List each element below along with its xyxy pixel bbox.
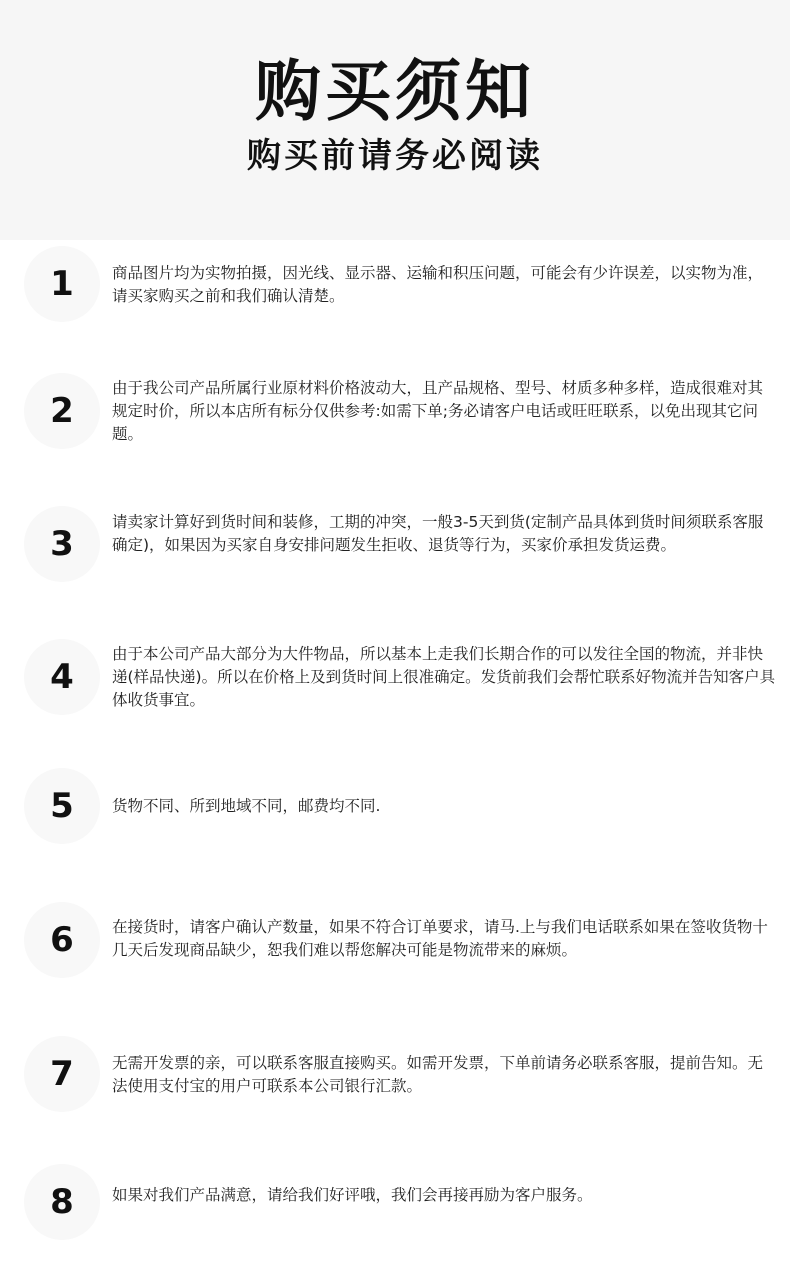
item-text: 商品图片均为实物拍摄，因光线、显示器、运输和积压问题，可能会有少许误差，以实物为准，请买家购买之前和我们确认清楚。 — [112, 264, 764, 305]
item-number-badge: 7 — [24, 1036, 100, 1112]
item-text: 无需开发票的亲，可以联系客服直接购买。如需开发票，下单前请务必联系客服，提前告知。无法使用支付宝的用户可联系本公司银行汇款。 — [112, 1054, 764, 1095]
item-text: 由于本公司产品大部分为大件物品，所以基本上走我们长期合作的可以发往全国的物流，并非快递(样品快递)。所以在价格上及到货时间上很准确定。发货前我们会帮忙联系好物流并告知客户具体收货事宜。 — [112, 645, 776, 709]
item-number-badge: 6 — [24, 902, 100, 978]
item-text: 在接货时，请客户确认产数量，如果不符合订单要求，请马.上与我们电话联系如果在签收货物十几天后发现商品缺少，恕我们难以帮您解决可能是物流带来的麻烦。 — [112, 918, 768, 959]
header-banner — [0, 0, 790, 240]
item-number-badge: 4 — [24, 639, 100, 715]
item-number-badge: 8 — [24, 1164, 100, 1240]
item-text: 如果对我们产品满意，请给我们好评哦，我们会再接再励为客户服务。 — [112, 1186, 593, 1204]
item-number-badge: 5 — [24, 768, 100, 844]
item-text: 由于我公司产品所属行业原材料价格波动大，且产品规格、型号、材质多种多样，造成很难对其规定时价，所以本店所有标分仅供参考:如需下单;务必请客户电话或旺旺联系，以免出现其它问题。 — [112, 379, 764, 443]
item-text: 请卖家计算好到货时间和装修，工期的冲突，一般3-5天到货(定制产品具体到货时间须联系客服确定)，如果因为买家自身安排问题发生拒收、退货等行为，买家价承担发货运费。 — [112, 513, 764, 554]
item-number-badge: 3 — [24, 506, 100, 582]
page-subtitle: 购买前请务必阅读 — [247, 136, 543, 176]
item-number-badge: 1 — [24, 246, 100, 322]
item-number-badge: 2 — [24, 373, 100, 449]
item-text: 货物不同、所到地域不同，邮费均不同. — [112, 797, 381, 815]
page-title: 购买须知 — [255, 53, 535, 130]
